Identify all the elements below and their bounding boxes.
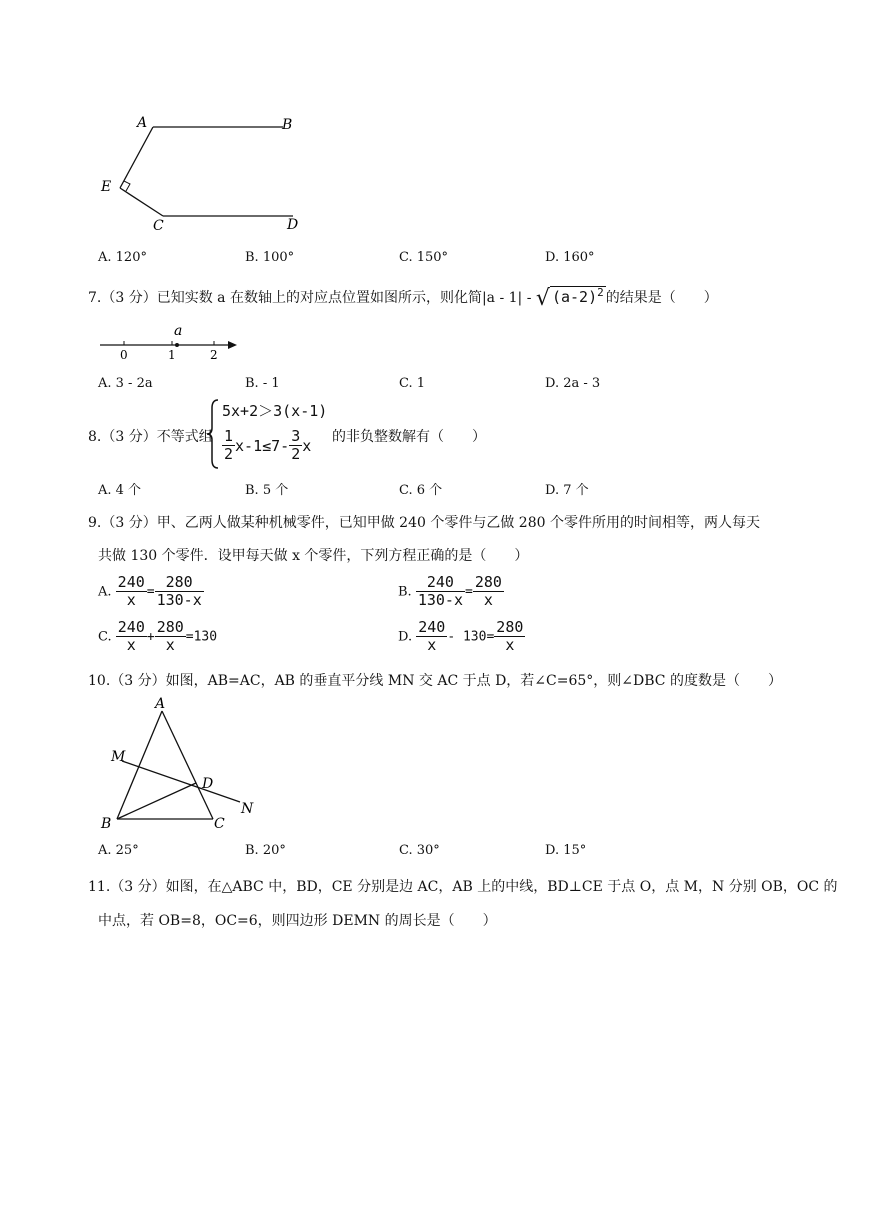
q8-frac2-den: 2 — [291, 445, 301, 464]
q9-option-a-label: A. — [98, 584, 112, 600]
q8-line1: 5x+2＞3(x-1) — [222, 402, 328, 420]
q11-line2: 中点，若 OB=8，OC=6，则四边形 DEMN 的周长是（ ） — [98, 913, 497, 929]
label-C: C — [214, 816, 225, 832]
q9-c-op: + — [146, 629, 155, 645]
numberline-point-label: a — [174, 323, 183, 339]
q8-frac1-num: 1 — [224, 427, 234, 445]
q9-a-num2: 280 — [155, 574, 204, 592]
q9-option-a[interactable] — [98, 574, 204, 610]
q7-sqrt-exp: 2 — [597, 286, 604, 299]
q9-b-den1: 130-x — [417, 591, 463, 610]
q9-a-frac1 — [116, 574, 147, 610]
q9-d-op: - 130= — [447, 629, 495, 645]
label-B: B — [101, 816, 112, 832]
q6-option-d[interactable]: D. 160° — [545, 250, 595, 265]
q10-option-a[interactable]: A. 25° — [98, 843, 139, 858]
q10-option-c[interactable]: C. 30° — [399, 843, 440, 858]
q9-b-den2: x — [483, 591, 493, 610]
q7-text-after: 的结果是（ ） — [605, 290, 718, 306]
numberline-tick-0: 0 — [120, 348, 128, 362]
q8-option-a[interactable]: A. 4 个 — [98, 483, 142, 498]
q7-sqrt-inner: (a-2) — [551, 288, 598, 306]
label-D: D — [287, 217, 299, 233]
q8-option-b[interactable]: B. 5 个 — [245, 483, 289, 498]
q10-stem: 10.（3 分）如图，AB=AC，AB 的垂直平分线 MN 交 AC 于点 D，若∠C=65°，则∠DBC 的度数是（ ） — [88, 673, 782, 689]
q8-option-d[interactable]: D. 7 个 — [545, 483, 589, 498]
q8-frac2-num: 3 — [291, 427, 301, 445]
q6-figure — [95, 110, 315, 240]
q9-a-num1: 240 — [117, 573, 145, 591]
q9-a-den2: 130-x — [156, 591, 202, 610]
label-A: A — [137, 115, 148, 131]
q9-d-den1: x — [427, 636, 437, 655]
q9-d-num2: 280 — [496, 618, 524, 636]
q9-option-c[interactable] — [98, 619, 217, 655]
q9-b-op: = — [464, 584, 473, 600]
q9-c-tail: =130 — [185, 629, 218, 645]
q8-frac2 — [289, 428, 302, 464]
q6-option-c[interactable]: C. 150° — [399, 250, 449, 265]
q9-d-frac1 — [416, 619, 447, 655]
label-M: M — [111, 749, 126, 765]
q7-sqrt-sign: √ — [535, 286, 550, 311]
q9-c-den2: x — [165, 636, 175, 655]
label-E: E — [101, 179, 112, 195]
label-B: B — [282, 117, 293, 133]
label-N: N — [241, 801, 254, 817]
label-A: A — [155, 696, 166, 712]
label-C: C — [153, 218, 164, 234]
q9-c-num2: 280 — [156, 618, 184, 636]
q8-frac1 — [222, 428, 235, 464]
q9-d-den2: x — [505, 636, 515, 655]
q7-option-b[interactable]: B. - 1 — [245, 376, 280, 391]
q8-line2 — [222, 428, 311, 464]
q10-option-b[interactable]: B. 20° — [245, 843, 286, 858]
numberline-tick-2: 2 — [210, 348, 218, 362]
q9-option-d[interactable] — [398, 619, 525, 655]
q10-option-d[interactable]: D. 15° — [545, 843, 587, 858]
q10-figure — [95, 695, 265, 835]
q8-prefix: 8.（3 分）不等式组 — [88, 429, 213, 445]
q7-text-before: 7.（3 分）已知实数 a 在数轴上的对应点位置如图所示，则化简|a - 1| - — [88, 290, 536, 306]
q8-line2-end: x — [302, 436, 312, 455]
q8-line2-mid: x-1≤7- — [235, 436, 290, 455]
q9-c-num1: 240 — [117, 618, 145, 636]
q9-option-b[interactable] — [398, 574, 504, 610]
q6-option-b[interactable]: B. 100° — [245, 250, 295, 265]
q8-option-c[interactable]: C. 6 个 — [399, 483, 443, 498]
q7-sqrt-radicand — [550, 286, 606, 306]
q9-line1: 9.（3 分）甲、乙两人做某种机械零件，已知甲做 240 个零件与乙做 280 个零件所用的时间相等，两人每天 — [88, 515, 760, 531]
q7-number-line — [95, 320, 245, 362]
q9-c-den1: x — [126, 636, 136, 655]
q7-option-c[interactable]: C. 1 — [399, 376, 426, 391]
q7-option-a[interactable]: A. 3 - 2a — [98, 376, 153, 391]
q9-b-frac2 — [473, 574, 504, 610]
q9-b-num2: 280 — [474, 573, 502, 591]
q8-brace — [206, 398, 220, 470]
q8-frac1-den: 2 — [224, 445, 234, 464]
q9-a-frac2 — [155, 574, 204, 610]
label-D: D — [202, 776, 214, 792]
q9-a-den1: x — [126, 591, 136, 610]
q9-b-num1: 240 — [416, 574, 465, 592]
q8-suffix: 的非负整数解有（ ） — [332, 429, 486, 445]
q9-a-op: = — [146, 584, 155, 600]
q11-line1: 11.（3 分）如图，在△ABC 中，BD，CE 分别是边 AC，AB 上的中线，BD⊥CE 于点 O，点 M，N 分别 OB，OC 的 — [88, 879, 838, 895]
q9-option-b-label: B. — [398, 584, 412, 600]
q9-option-c-label: C. — [98, 629, 112, 645]
numberline-tick-1: 1 — [168, 348, 176, 362]
q9-c-frac1 — [116, 619, 147, 655]
q9-c-frac2 — [155, 619, 186, 655]
q9-b-frac1 — [416, 574, 465, 610]
q7-option-d[interactable]: D. 2a - 3 — [545, 376, 601, 391]
q9-d-num1: 240 — [418, 618, 446, 636]
q9-option-d-label: D. — [398, 629, 413, 645]
q7-stem — [88, 286, 718, 311]
q9-d-frac2 — [494, 619, 525, 655]
q9-line2: 共做 130 个零件．设甲每天做 x 个零件，下列方程正确的是（ ） — [98, 548, 529, 564]
q6-option-a[interactable]: A. 120° — [98, 250, 147, 265]
